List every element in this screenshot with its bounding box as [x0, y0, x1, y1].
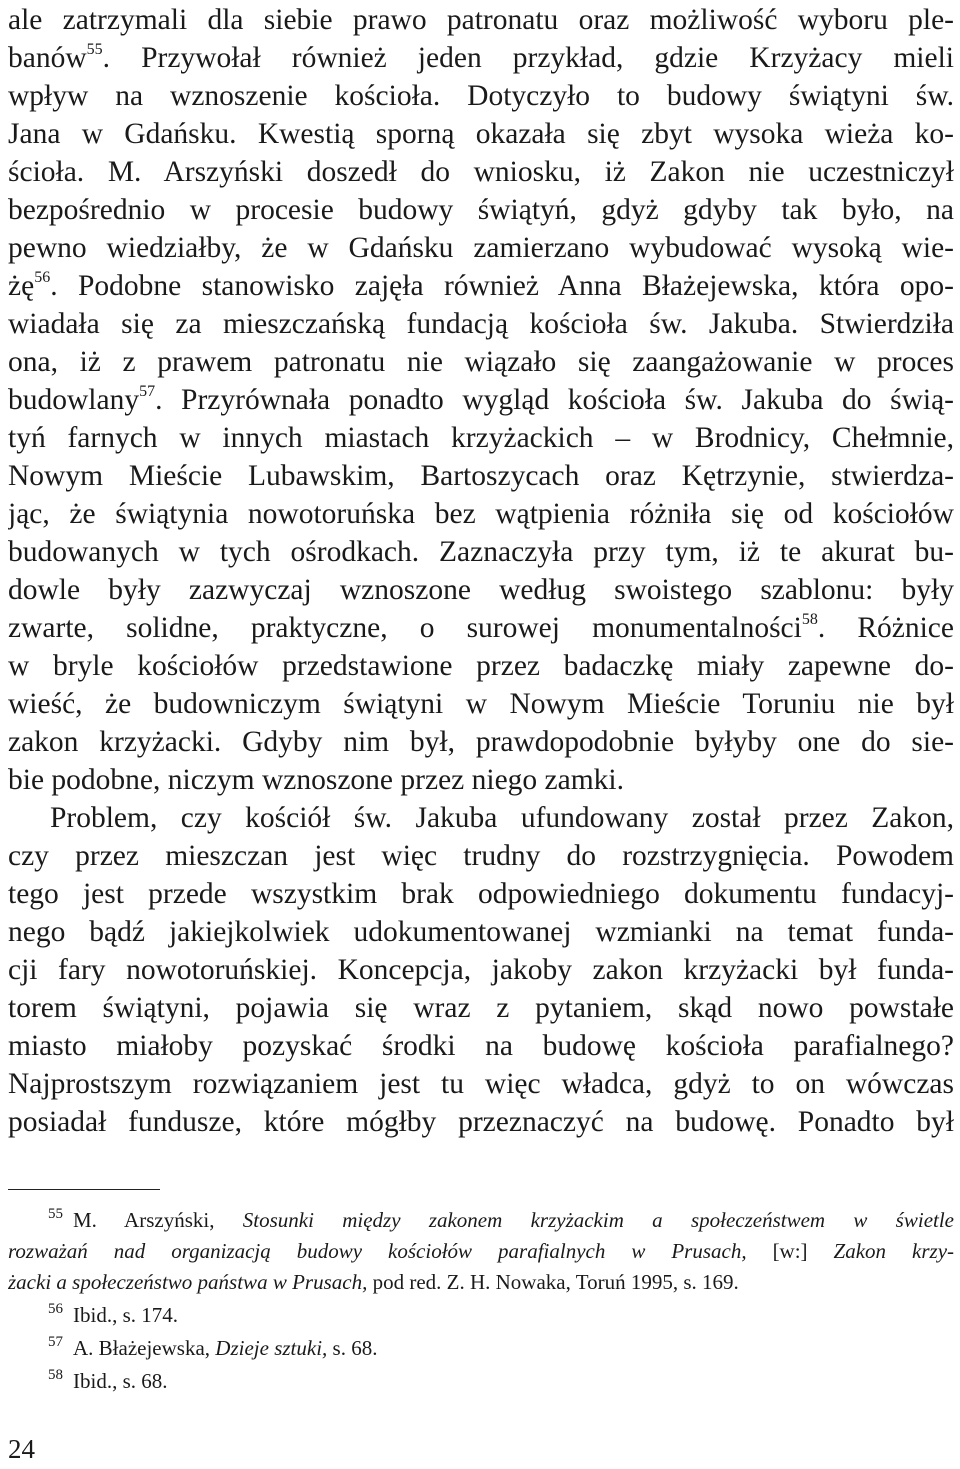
body-line-26: cji fary nowotoruńskiej. Koncepcja, jakoby zakon krzyżacki był funda-: [8, 954, 954, 986]
body-line-5: ścioła. M. Arszyński doszedł do wniosku, iż Zakon nie uczestniczył: [8, 156, 954, 188]
body-line-1: ale zatrzymali dla siebie prawo patronatu oraz możliwość wyboru ple-: [8, 4, 954, 36]
body-line-4: Jana w Gdańsku. Kwestią sporną okazała się zbyt wysoka wieża ko-: [8, 118, 954, 150]
body-line-16: dowle były zazwyczaj wznoszone według swoistego szablonu: były: [8, 574, 954, 606]
body-line-29: Najprostszym rozwiązaniem jest tu więc władca, gdyż to on wówczas: [8, 1068, 954, 1100]
footnote-number-56: 56: [48, 1301, 63, 1317]
footnote-ref-56[interactable]: 56: [34, 269, 51, 287]
body-line-14: jąc, że świątynia nowotoruńska bez wątpienia różniła się od kościołów: [8, 498, 954, 530]
body-line-10: ona, iż z prawem patronatu nie wiązało się zaangażowanie w proces: [8, 346, 954, 378]
body-line-9: wiadała się za mieszczańską fundacją kościoła św. Jakuba. Stwierdziła: [8, 308, 954, 340]
body-line-3: wpływ na wznoszenie kościoła. Dotyczyło to budowy świątyni św.: [8, 80, 954, 112]
footnote-ref-55[interactable]: 55: [86, 41, 103, 59]
body-line-27: torem świątyni, pojawia się wraz z pytaniem, skąd nowo powstałe: [8, 992, 954, 1024]
body-line-24: tego jest przede wszystkim brak odpowiedniego dokumentu fundacyj-: [8, 878, 954, 910]
footnote-separator: [8, 1189, 160, 1190]
footnote-56: $^{56}$ Ibid., s. 174.: [48, 1301, 178, 1327]
footnote-55-line-3: żacki a społeczeństwo państwa w Prusach, pod red. Z. H. Nowaka, Toruń 1995, s. 169.: [8, 1270, 739, 1294]
footnote-number-57: 57: [48, 1334, 63, 1350]
body-line-25: nego bądź jakiejkolwiek udokumentowanej wzmianki na temat funda-: [8, 916, 954, 948]
body-line-15: budowanych w tych ośrodkach. Zaznaczyła przy tym, iż te akurat bu-: [8, 536, 954, 568]
footnote-ref-57[interactable]: 57: [139, 383, 156, 401]
body-line-17: zwarte, solidne, praktyczne, o surowej monumentalności$^{58}$. Różnice: [8, 611, 954, 644]
body-line-6: bezpośrednio w procesie budowy świątyń, gdyż gdyby tak było, na: [8, 194, 954, 226]
body-line-28: miasto miałoby pozyskać środki na budowę kościoła parafialnego?: [8, 1030, 954, 1062]
body-line-12: tyń farnych w innych miastach krzyżackich – w Brodnicy, Chełmnie,: [8, 422, 954, 454]
body-line-19: wieść, że budowniczym świątyni w Nowym Mieście Toruniu nie był: [8, 688, 954, 720]
body-line-11: budowlany$^{57}$. Przyrównała ponadto wygląd kościoła św. Jakuba do świą-: [8, 383, 954, 416]
body-line-18: w bryle kościołów przedstawione przez badaczkę miały zapewne do-: [8, 650, 954, 682]
footnote-57: $^{57}$ A. Błażejewska, Dzieje sztuki, s. 68.: [48, 1334, 378, 1360]
footnote-55-line-2: rozważań nad organizacją budowy kościołów parafialnych w Prusach, [w:] Zakon krzy-: [8, 1239, 954, 1263]
footnote-58: $^{58}$ Ibid., s. 68.: [48, 1367, 168, 1393]
body-line-21: bie podobne, niczym wznoszone przez niego zamki.: [8, 764, 624, 796]
body-line-20: zakon krzyżacki. Gdyby nim był, prawdopodobnie byłyby one do sie-: [8, 726, 954, 758]
page-number: 24: [8, 1434, 35, 1464]
body-line-23: czy przez mieszczan jest więc trudny do rozstrzygnięcia. Powodem: [8, 840, 954, 872]
body-line-7: pewno wiedziałby, że w Gdańsku zamierzano wybudować wysoką wie-: [8, 232, 954, 264]
body-line-22: Problem, czy kościół św. Jakuba ufundowany został przez Zakon,: [50, 802, 954, 834]
footnote-number-58: 58: [48, 1367, 63, 1383]
footnote-number-55: 55: [48, 1206, 63, 1222]
body-line-8: $żę^{56}$. Podobne stanowisko zajęła również Anna Błażejewska, która opo-: [8, 269, 954, 302]
body-line-13: Nowym Mieście Lubawskim, Bartoszycach oraz Kętrzynie, stwierdza-: [8, 460, 954, 492]
body-line-2: banów$^{55}$. Przywołał również jeden przykład, gdzie Krzyżacy mieli: [8, 41, 954, 74]
body-line-30: posiadał fundusze, które mógłby przeznaczyć na budowę. Ponadto był: [8, 1106, 954, 1138]
footnote-55-line-1: $^{55}$ M. Arszyński, Stosunki między zakonem krzyżackim a społeczeństwem w świetle: [48, 1206, 954, 1232]
footnote-ref-58[interactable]: 58: [801, 611, 818, 629]
